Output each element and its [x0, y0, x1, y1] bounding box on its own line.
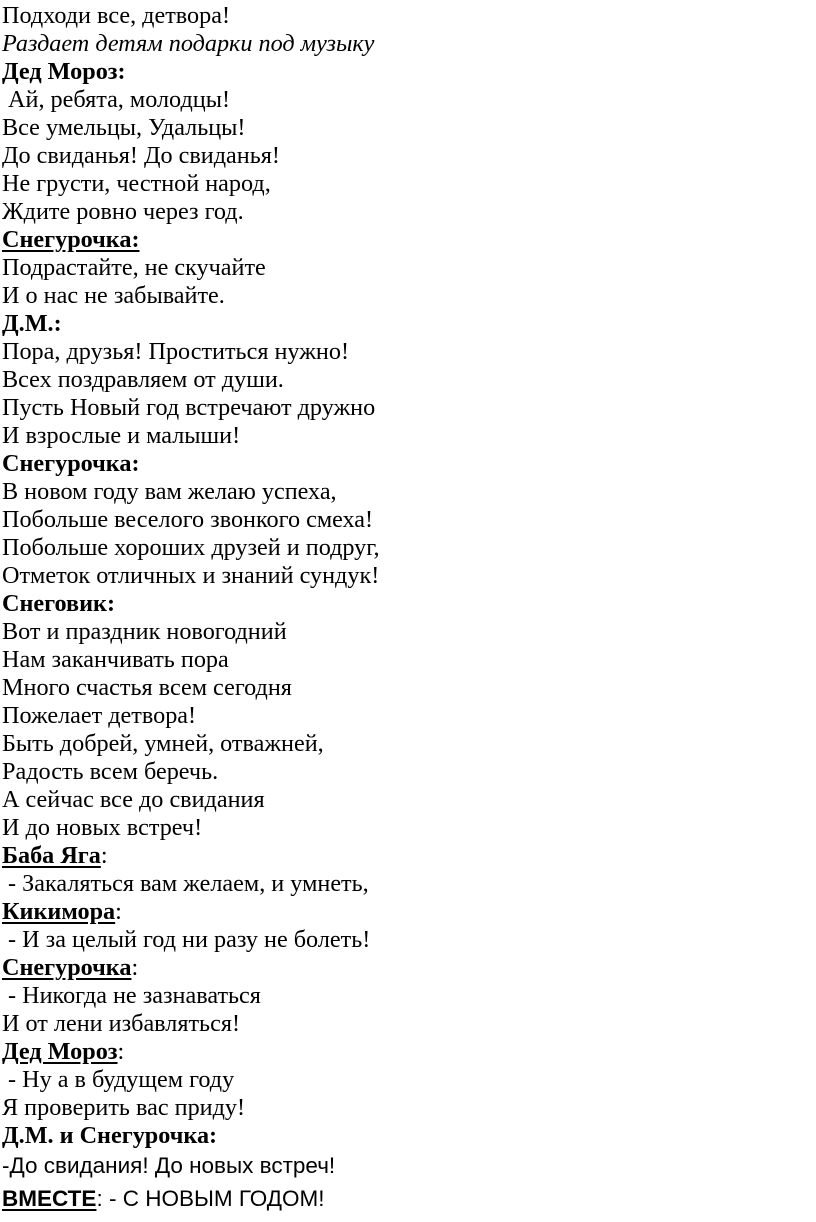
script-line: Подходи все, детвора! [2, 2, 231, 29]
closing-text: : - С НОВЫМ ГОДОМ! [96, 1186, 325, 1211]
script-line: Всех поздравляем от души. [2, 366, 284, 393]
script-line: Пора, друзья! Проститься нужно! [2, 338, 350, 365]
speaker-name: Снегурочка [2, 954, 132, 981]
script-line: Не грусти, честной народ, [2, 170, 271, 197]
script-line: - Никогда не зазнаваться [2, 982, 261, 1009]
script-line: А сейчас все до свидания [2, 786, 265, 813]
script-line: И до новых встреч! [2, 814, 203, 841]
script-line: Радость всем беречь. [2, 758, 219, 785]
script-line: - Закаляться вам желаем, и умнеть, [2, 870, 369, 897]
script-line: Много счастья всем сегодня [2, 674, 292, 701]
script-line: - Ну а в будущем году [2, 1066, 235, 1093]
speaker-heading: Д.М. и Снегурочка: [2, 1122, 218, 1149]
speaker-line [2, 842, 108, 870]
script-line: Отметок отличных и знаний сундук! [2, 562, 380, 589]
script-line: Побольше веселого звонкого смеха! [2, 506, 374, 533]
speaker-line [2, 954, 138, 982]
script-line: - И за целый год ни разу не болеть! [2, 926, 371, 953]
script-line: Побольше хороших друзей и подруг, [2, 534, 380, 561]
script-line: Быть добрей, умней, отважней, [2, 730, 324, 757]
script-line: Ай, ребята, молодцы! [2, 86, 231, 113]
speaker-name: ВМЕСТЕ [2, 1186, 97, 1211]
script-line: Вот и праздник новогодний [2, 618, 287, 645]
script-line: Я проверить вас приду! [2, 1094, 246, 1121]
script-line: -До свидания! До новых встреч! [2, 1153, 336, 1178]
speaker-heading: Снеговик: [2, 590, 116, 617]
speaker-colon: : [115, 898, 122, 925]
speaker-line [2, 1185, 325, 1213]
speaker-heading: Снегурочка: [2, 226, 140, 253]
script-line: Пусть Новый год встречают дружно [2, 394, 376, 421]
speaker-line [2, 1038, 124, 1066]
speaker-heading: Снегурочка: [2, 450, 140, 477]
speaker-line [2, 898, 122, 926]
speaker-colon: : [117, 1038, 125, 1065]
script-line: До свиданья! До свиданья! [2, 142, 280, 169]
script-line: Все умельцы, Удальцы! [2, 114, 246, 141]
stage-direction: Раздает детям подарки под музыку [2, 30, 375, 57]
script-line: В новом году вам желаю успеха, [2, 478, 337, 505]
script-line: И взрослые и малыши! [2, 422, 241, 449]
script-line: Подрастайте, не скучайте [2, 254, 266, 281]
speaker-heading: Д.М.: [2, 310, 62, 337]
script-line: И от лени избавляться! [2, 1010, 241, 1037]
script-line: И о нас не забывайте. [2, 282, 225, 309]
speaker-colon: : [131, 954, 139, 981]
speaker-name: Кикимора [2, 898, 116, 925]
script-line: Пожелает детвора! [2, 702, 197, 729]
speaker-colon: : [100, 842, 108, 869]
script-line: Ждите ровно через год. [2, 198, 244, 225]
speaker-name: Дед Мороз [2, 1038, 118, 1065]
speaker-name: Баба Яга [2, 842, 101, 869]
script-line: Нам заканчивать пора [2, 646, 229, 673]
speaker-heading: Дед Мороз: [2, 58, 126, 85]
